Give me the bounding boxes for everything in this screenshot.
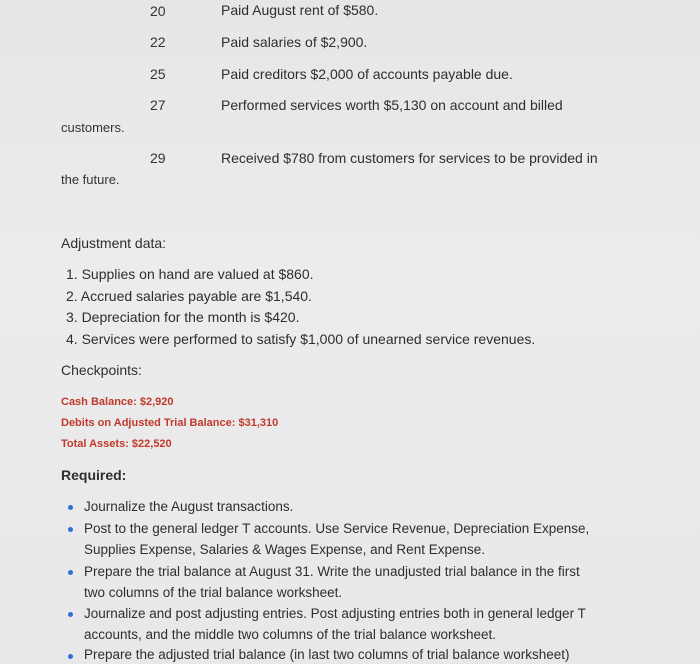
adjustment-item: 2. Accrued salaries payable are $1,540. xyxy=(66,288,312,304)
required-heading: Required: xyxy=(61,467,127,483)
adjustment-item: 3. Depreciation for the month is $420. xyxy=(66,309,300,325)
transaction-text: Paid salaries of $2,900. xyxy=(221,34,368,50)
transaction-day: 20 xyxy=(150,3,166,19)
required-item-continuation: two columns of the trial balance worksheet. xyxy=(84,585,343,600)
bullet-icon xyxy=(68,612,73,617)
transaction-text: Performed services worth $5,130 on account and billed xyxy=(221,97,563,113)
transaction-text: Received $780 from customers for services to be provided in xyxy=(221,150,598,166)
bullet-icon xyxy=(68,570,73,575)
transaction-day: 29 xyxy=(150,150,166,166)
checkpoints-heading: Checkpoints: xyxy=(61,362,142,378)
transaction-continuation: customers. xyxy=(61,120,125,135)
adjustment-item: 4. Services were performed to satisfy $1,000 of unearned service revenues. xyxy=(66,331,536,347)
required-item-continuation: accounts, and the middle two columns of the trial balance worksheet. xyxy=(84,627,496,642)
adjustment-heading: Adjustment data: xyxy=(61,235,167,251)
transaction-day: 25 xyxy=(150,66,166,82)
required-item: Journalize and post adjusting entries. Post adjusting entries both in general ledger T xyxy=(84,606,586,621)
checkpoint-adjusted-debits: Debits on Adjusted Trial Balance: $31,310 xyxy=(61,417,279,429)
transaction-day: 22 xyxy=(150,34,166,50)
transaction-continuation: the future. xyxy=(61,172,120,187)
required-item: Journalize the August transactions. xyxy=(84,499,294,514)
transaction-day: 27 xyxy=(150,97,166,113)
transaction-text: Paid August rent of $580. xyxy=(221,2,379,18)
bullet-icon xyxy=(68,505,73,510)
adjustment-item: 1. Supplies on hand are valued at $860. xyxy=(66,266,314,282)
required-item: Post to the general ledger T accounts. Use Service Revenue, Depreciation Expense, xyxy=(84,521,590,536)
checkpoint-cash-balance: Cash Balance: $2,920 xyxy=(61,396,174,408)
bullet-icon xyxy=(68,654,73,659)
bullet-icon xyxy=(68,527,73,532)
required-item: Prepare the adjusted trial balance (in last two columns of trial balance worksheet) xyxy=(84,647,570,662)
transaction-text: Paid creditors $2,000 of accounts payable due. xyxy=(221,66,513,82)
required-item-continuation: Supplies Expense, Salaries & Wages Expense, and Rent Expense. xyxy=(84,542,485,557)
required-item: Prepare the trial balance at August 31. Write the unadjusted trial balance in the first xyxy=(84,564,580,579)
checkpoint-total-assets: Total Assets: $22,520 xyxy=(61,438,172,450)
